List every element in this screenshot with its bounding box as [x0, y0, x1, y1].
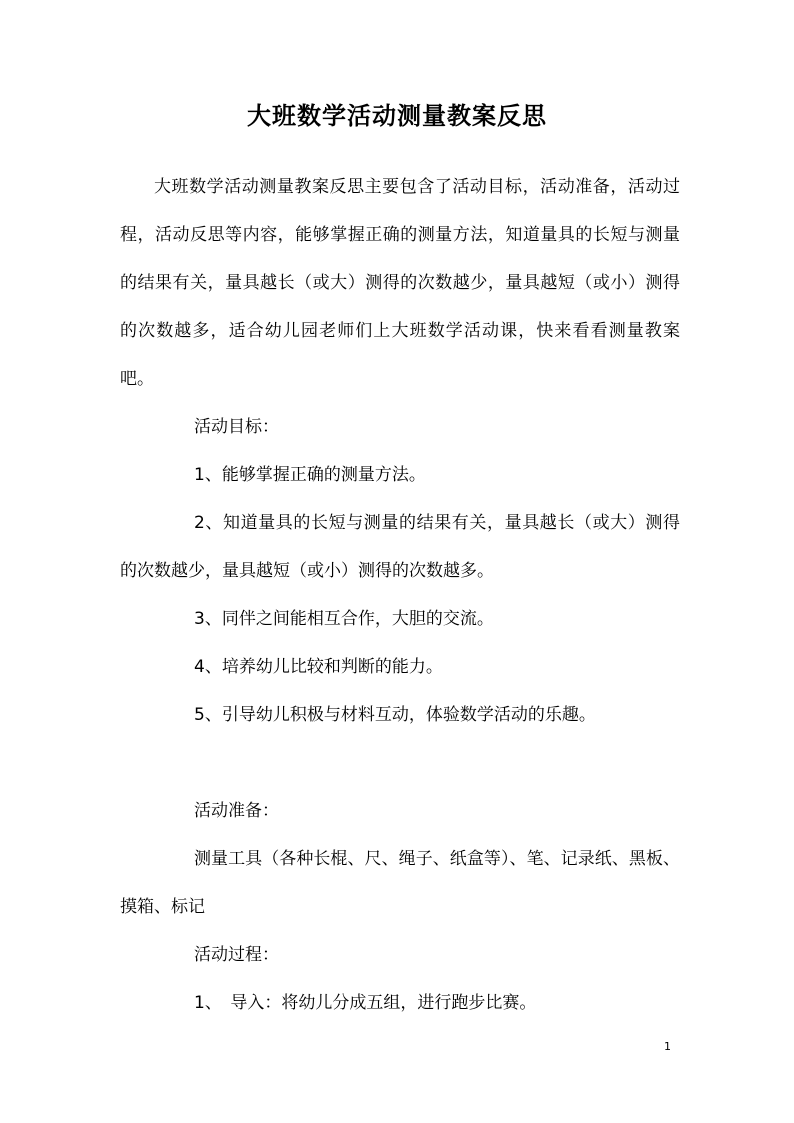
intro-paragraph: 大班数学活动测量教案反思主要包含了活动目标，活动准备，活动过程，活动反思等内容，能够掌握正确的测量方法，知道量具的长短与测量的结果有关，量具越长（或大）测得的次数越少，量具越短（或小）测得的次数越多，适合幼儿园老师们上大班数学活动课，快来看看测量教案吧。 [120, 177, 680, 389]
goal-item-2: 2、知道量具的长短与测量的结果有关，量具越长（或大）测得的次数越少，量具越短（或小）测得的次数越多。 [120, 513, 680, 581]
document-title: 大班数学活动测量教案反思 [247, 101, 547, 130]
goal-item-5: 5、引导幼儿积极与材料互动，体验数学活动的乐趣。 [194, 705, 596, 725]
prep-paragraph: 测量工具（各种长棍、尺、绳子、纸盒等）、笔、记录纸、黑板、摸箱、标记 [120, 849, 680, 917]
process-heading: 活动过程： [194, 945, 279, 965]
process-step-1: 1、 导入：将幼儿分成五组，进行跑步比赛。 [194, 993, 537, 1013]
goal-item-1: 1、能够掌握正确的测量方法。 [194, 465, 426, 485]
goal-item-3: 3、同伴之间能相互合作，大胆的交流。 [194, 609, 494, 629]
document-body [120, 163, 680, 1027]
goal-item-4: 4、培养幼儿比较和判断的能力。 [194, 657, 443, 677]
prep-heading: 活动准备： [194, 801, 279, 821]
page-number: 1 [664, 1040, 671, 1053]
goals-heading: 活动目标： [194, 417, 279, 437]
blank-line [120, 739, 680, 787]
